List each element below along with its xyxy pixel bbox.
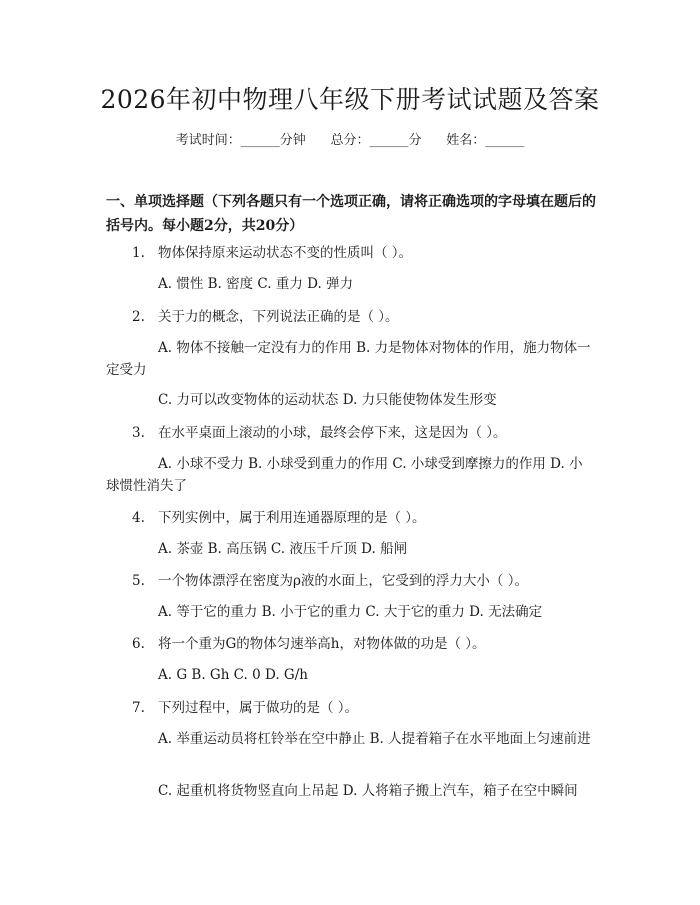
question-6-options: A. G B. Gh C. 0 D. G/h	[158, 667, 308, 683]
question-4	[132, 508, 426, 528]
question-stem: 下列实例中，属于利用连通器原理的是（ ）。	[158, 510, 426, 526]
question-number: 5.	[132, 573, 145, 589]
question-1-options: A. 惯性 B. 密度 C. 重力 D. 弹力	[158, 276, 354, 292]
exam-meta-line: 考试时间：______分钟 总分：______分 姓名：______	[175, 133, 525, 148]
question-3	[132, 423, 507, 443]
question-stem: 下列过程中，属于做功的是（ ）。	[158, 700, 359, 716]
question-number: 4.	[132, 510, 145, 526]
section-heading: 一、单项选择题（下列各题只有一个选项正确，请将正确选项的字母填在题后的括号内。每小题2分，共20分）	[106, 194, 596, 234]
question-number: 3.	[132, 425, 145, 441]
question-number: 1.	[132, 245, 145, 261]
question-2-options-c-d: C. 力可以改变物体的运动状态 D. 力只能使物体发生形变	[158, 392, 497, 408]
question-5	[132, 571, 528, 591]
question-stem: 关于力的概念，下列说法正确的是（ ）。	[158, 309, 399, 325]
page-title: 2026年初中物理八年级下册考试试题及答案	[100, 85, 600, 114]
question-7	[132, 698, 358, 718]
question-number: 7.	[132, 700, 145, 716]
question-6	[132, 634, 486, 654]
question-stem: 在水平桌面上滚动的小球，最终会停下来，这是因为（ ）。	[158, 425, 507, 441]
question-stem: 一个物体漂浮在密度为ρ液的水面上，它受到的浮力大小（ ）。	[158, 573, 528, 589]
question-4-options: A. 茶壶 B. 高压锅 C. 液压千斤顶 D. 船闸	[158, 541, 408, 557]
question-5-options: A. 等于它的重力 B. 小于它的重力 C. 大于它的重力 D. 无法确定	[158, 604, 543, 620]
question-stem: 将一个重为G的物体匀速举高h，对物体做的功是（ ）。	[158, 636, 486, 652]
question-2	[132, 307, 399, 327]
question-number: 6.	[132, 636, 145, 652]
question-number: 2.	[132, 309, 145, 325]
question-1	[132, 243, 412, 263]
question-7-options-c-d: C. 起重机将货物竖直向上吊起 D. 人将箱子搬上汽车，箱子在空中瞬间	[158, 783, 578, 799]
question-3-options: A. 小球不受力 B. 小球受到重力的作用 C. 小球受到摩擦力的作用 D. 小球惯性消失了	[106, 456, 583, 494]
question-7-options-a-b: A. 举重运动员将杠铃举在空中静止 B. 人提着箱子在水平地面上匀速前进	[158, 731, 591, 747]
question-2-options-a-b: A. 物体不接触一定没有力的作用 B. 力是物体对物体的作用，施力物体一定受力	[106, 340, 591, 378]
question-stem: 物体保持原来运动状态不变的性质叫（ ）。	[158, 245, 413, 261]
